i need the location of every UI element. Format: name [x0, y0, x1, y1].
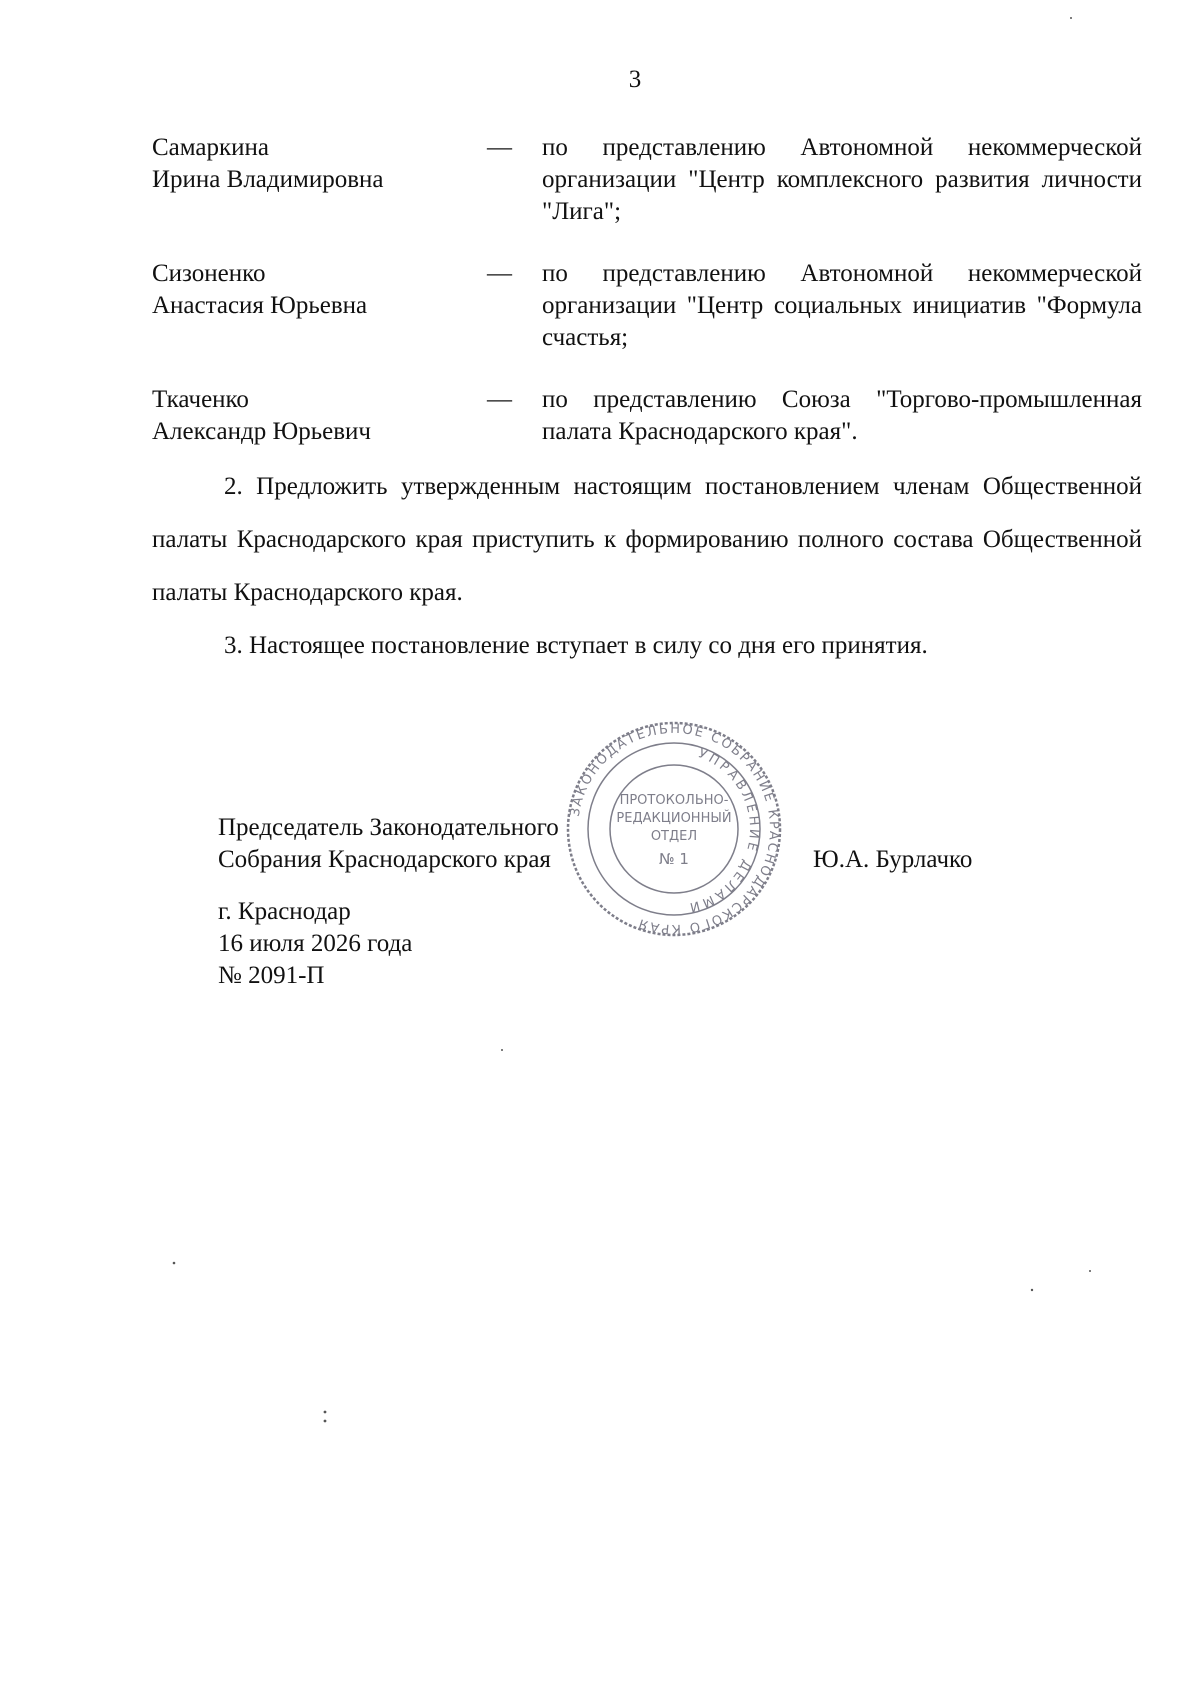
stamp-outer-path: ЗАКОНОДАТЕЛЬНОЕ СОБРАНИЕ КРАСНОДАРСКОГО КРАЯ — [567, 721, 782, 937]
member-surname: Самаркина — [152, 134, 270, 161]
signer-position-line2: Собрания Краснодарского края — [218, 846, 551, 873]
signature-line — [218, 844, 1018, 876]
city: г. Краснодар — [218, 898, 351, 925]
member-dash: — — [487, 386, 512, 413]
member-dash: — — [487, 260, 512, 287]
member-description: по представлению Союза "Торгово-промышленная палата Краснодарского края". — [542, 386, 1142, 445]
signature-line — [218, 812, 1018, 844]
member-description: по представлению Автономной некоммерческой организации "Центр социальных инициатив "Формула счастья; — [542, 260, 1142, 351]
paragraph-2: 2. Предложить утвержденным настоящим постановлением членам Общественной палаты Краснодарского края приступить к формированию полного состава Общественной палаты Краснодарского края. — [152, 473, 1142, 606]
stamp-center-line2: РЕДАКЦИОННЫЙ — [616, 811, 732, 826]
member-entry — [152, 132, 1142, 228]
member-name — [152, 384, 487, 448]
document-number: № 2091-П — [218, 962, 325, 989]
member-given-names: Анастасия Юрьевна — [152, 292, 368, 319]
member-dash: — — [487, 134, 512, 161]
stamp-ring-path: УПРАВЛЕНИЕ ДЕЛАМИ — [685, 746, 762, 915]
place-and-date — [218, 896, 412, 992]
member-given-names: Ирина Владимировна — [152, 166, 384, 193]
page-number: 3 — [628, 66, 642, 93]
member-surname: Ткаченко — [152, 386, 249, 413]
paragraph-3: 3. Настоящее постановление вступает в силу со дня его принятия. — [224, 632, 928, 659]
member-entry — [152, 258, 1142, 354]
member-entry — [152, 384, 1142, 448]
members-list — [152, 132, 1142, 478]
stamp-center-line1: ПРОТОКОЛЬНО- — [619, 793, 729, 808]
date: 16 июля 2026 года — [218, 930, 413, 957]
member-description: по представлению Автономной некоммерческой организации "Центр комплексного развития личности "Лига"; — [542, 134, 1142, 225]
stamp-center-line4: № 1 — [659, 850, 689, 868]
signer-name: Ю.А. Бурлачко — [813, 846, 973, 873]
member-surname: Сизоненко — [152, 260, 266, 287]
resolution-paragraphs — [152, 460, 1142, 672]
stamp-center-line3: ОТДЕЛ — [650, 829, 698, 844]
member-given-names: Александр Юрьевич — [152, 418, 371, 445]
member-name — [152, 258, 487, 354]
signature-block — [218, 812, 1018, 876]
member-name — [152, 132, 487, 228]
signer-position-line1: Председатель Законодательного — [218, 814, 559, 841]
